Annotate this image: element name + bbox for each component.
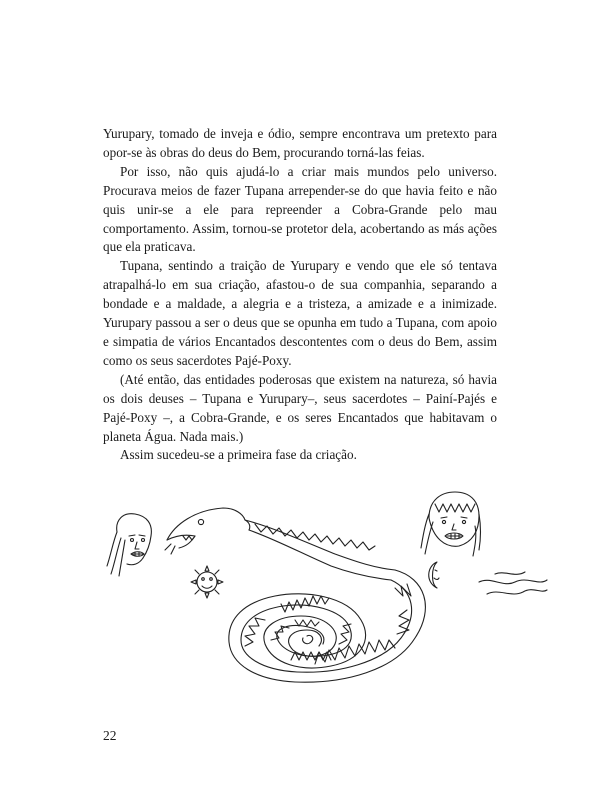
paragraph-4: (Até então, das entidades poderosas que existem na natureza, só havia os dois deuses – Tupana e Yurupary–, seus sacerdotes – Painí-Pajés e Pajé-Poxy –, a Cobra-Grande, e os seres Encantados que habitavam o planeta Água. Nada mais.) [103, 371, 497, 444]
page-number: 22 [103, 728, 117, 743]
moon-icon [429, 562, 439, 588]
paragraph-1: Yurupary, tomado de inveja e ódio, sempre encontrava um pretexto para opor-se às obras do deus do Bem, procurando torná-las feias. [103, 126, 497, 160]
right-face-icon [421, 492, 481, 556]
paragraph-5: Assim sucedeu-se a primeira fase da criação. [120, 447, 357, 463]
sun-icon [191, 566, 223, 598]
paragraph-2: Por isso, não quis ajudá-lo a criar mais mundos pelo universo. Procurava meios de fazer Tupana arrepender-se do que havia feito e não quis unir-se a ele para repreender a Cobra-Grande pelo mau comportamento. Assim, tornou-se protetor dela, acobertando as más ações que ela praticava. [103, 163, 497, 255]
left-face-icon [107, 514, 151, 576]
illustration [95, 478, 550, 703]
body-text [103, 125, 497, 465]
paragraph-3: Tupana, sentindo a traição de Yurupary e vendo que ele só tentava atrapalhá-lo em sua criação, afastou-o de sua companhia, separando a bondade e a maldade, a alegria e a tristeza, a amizade e a inimizade. Yurupary passou a ser o deus que se opunha em tudo a Tupana, com apoio e simpatia de vários Encantados descontentes com o deus do Bem, assim como os seus sacerdotes Pajé-Poxy. [103, 258, 497, 368]
waves-decoration [479, 572, 547, 594]
serpent-icon [165, 508, 425, 682]
